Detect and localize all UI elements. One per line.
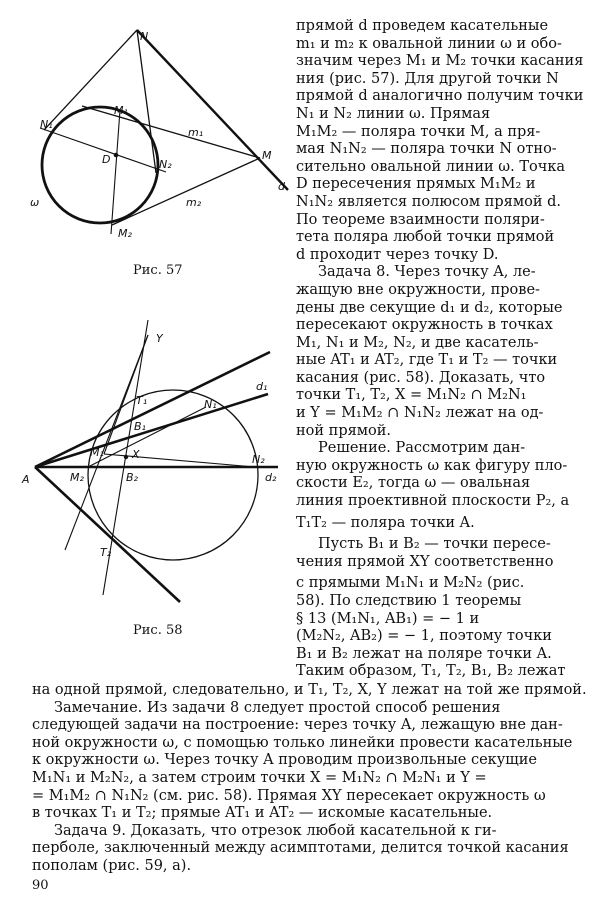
label-N2: N₂	[252, 453, 265, 466]
text-line: прямой d аналогично получим точки	[296, 88, 584, 105]
point-D	[114, 153, 119, 158]
figure-57-caption: Рис. 57	[133, 263, 183, 278]
text-line: Замечание. Из задачи 8 следует простой способ решения	[54, 699, 501, 716]
full-width-text	[32, 682, 587, 876]
oval-omega	[42, 107, 158, 223]
tangent-AT1	[35, 352, 270, 467]
label-X: X	[132, 448, 140, 461]
label-T2: T₂	[100, 546, 112, 559]
text-line: D пересечения прямых M₁M₂ и	[296, 176, 536, 193]
text-line: ния (рис. 57). Для другой точки N	[296, 70, 559, 87]
label-B2: B₂	[126, 471, 138, 484]
secant-d1	[35, 394, 268, 467]
label-d: d	[278, 180, 285, 193]
text-line: N₁ и N₂ линии ω. Прямая	[296, 105, 491, 122]
text-line: на одной прямой, следовательно, и T₁, T₂, X, Y лежат на той же прямой.	[32, 682, 587, 698]
text-line: По теореме взаимности поляри-	[296, 211, 545, 228]
polar-M1M2	[111, 110, 120, 234]
text-line: жащую вне окружности, прове-	[296, 281, 540, 298]
label-d2: d₂	[265, 471, 277, 484]
text-line: M₁M₂ — поляра точки M, а пря-	[296, 123, 541, 140]
text-line: в точках T₁ и T₂; прямые AT₁ и AT₂ — искомые касательные.	[32, 805, 493, 822]
label-N2: N₂	[159, 158, 172, 171]
text-line: d проходит через точку D.	[296, 246, 499, 263]
label-N: N	[140, 30, 149, 43]
text-line: касания (рис. 58). Доказать, что	[296, 369, 546, 386]
label-A: A	[22, 473, 30, 486]
text-line: дены две секущие d₁ и d₂, которые	[296, 299, 563, 316]
label-m1: m₁	[188, 126, 204, 139]
label-m2: m₂	[186, 196, 202, 209]
text-line: значим через M₁ и M₂ точки касания	[296, 53, 584, 70]
label-M: M	[262, 149, 272, 162]
text-line: N₁N₂ является полюсом прямой d.	[296, 193, 561, 210]
text-line: пересекают окружность в точках	[296, 317, 553, 334]
label-d1: d₁	[256, 380, 268, 393]
point-X	[124, 455, 128, 459]
text-line: с прямыми M₁N₁ и M₂N₂ (рис.	[296, 575, 525, 592]
text-line: к окружности ω. Через точку A проводим произвольные секущие	[32, 752, 537, 769]
figure-58	[20, 310, 290, 620]
text-line: (M₂N₂, AB₂) = − 1, поэтому точки	[296, 628, 552, 645]
label-N1: N₁	[204, 398, 217, 411]
figure-57	[20, 20, 290, 250]
label-M1: M₁	[114, 104, 128, 117]
text-line: Решение. Рассмотрим дан-	[318, 440, 526, 457]
label-Y: Y	[156, 332, 163, 345]
figure-58-caption: Рис. 58	[133, 623, 183, 638]
text-line: ную окружность ω как фигуру пло-	[296, 457, 568, 474]
text-line: Задача 9. Доказать, что отрезок любой касательной к ги-	[54, 822, 497, 839]
text-line: прямой d проведем касательные	[296, 18, 549, 34]
text-line: и Y = M₁M₂ ∩ N₁N₂ лежат на од-	[296, 405, 544, 422]
page-number: 90	[32, 878, 49, 893]
label-M1: M₁	[90, 446, 104, 459]
text-line: M₁, N₁ и M₂, N₂, и две касатель-	[296, 334, 539, 351]
text-line: § 13 (M₁N₁, AB₁) = − 1 и	[296, 610, 480, 627]
text-line: следующей задачи на построение: через точку A, лежащую вне дан-	[32, 717, 563, 734]
label-B1: B₁	[134, 420, 146, 433]
circle-omega	[88, 390, 258, 560]
label-omega: ω	[30, 196, 40, 209]
text-line: скости E₂, тогда ω — овальная	[296, 475, 531, 492]
text-line: 58). По следствию 1 теоремы	[296, 593, 522, 609]
text-line: ные AT₁ и AT₂, где T₁ и T₂ — точки	[296, 352, 558, 369]
text-line: точки T₁, T₂, X = M₁N₂ ∩ M₂N₁	[296, 387, 527, 404]
label-T1: T₁	[136, 394, 148, 407]
label-D: D	[102, 153, 111, 166]
text-line: линия проективной плоскости P₂, а	[296, 493, 570, 510]
text-line: = M₁M₂ ∩ N₁N₂ (см. рис. 58). Прямая XY пересекает окружность ω	[32, 787, 546, 804]
label-N1: N₁	[40, 118, 53, 131]
text-line: тета поляра любой точки прямой	[296, 229, 555, 246]
text-line: сительно овальной линии ω. Точка	[296, 158, 566, 175]
text-line: чения прямой XY соответственно	[296, 553, 554, 570]
tangent-AT2	[35, 467, 180, 602]
text-line: ной окружности ω, с помощью только линейки провести касательные	[32, 734, 573, 751]
text-line: Задача 8. Через точку A, ле-	[318, 264, 536, 281]
text-line: M₁N₁ и M₂N₂, а затем строим точки X = M₁N₂ ∩ M₂N₁ и Y =	[32, 769, 487, 786]
label-M2: M₂	[118, 227, 132, 240]
text-line: T₁T₂ — поляра точки A.	[296, 514, 475, 531]
text-line: Таким образом, T₁, T₂, B₁, B₂ лежат	[296, 663, 566, 680]
text-line: перболе, заключенный между асимптотами, делится точкой касания	[32, 840, 569, 857]
text-line: пополам (рис. 59, a).	[32, 857, 192, 874]
text-line: мая N₁N₂ — поляра точки N отно-	[296, 141, 557, 158]
text-line: m₁ и m₂ к овальной линии ω и обо-	[296, 35, 562, 52]
text-line: B₁ и B₂ лежат на поляре точки A.	[296, 645, 552, 662]
label-M2: M₂	[70, 471, 84, 484]
text-line: Пусть B₁ и B₂ — точки пересе-	[318, 536, 551, 553]
text-line: ной прямой.	[296, 422, 392, 439]
right-column-text	[296, 18, 584, 681]
tangent-N-lower	[137, 30, 156, 173]
tangent-m2	[112, 158, 260, 225]
